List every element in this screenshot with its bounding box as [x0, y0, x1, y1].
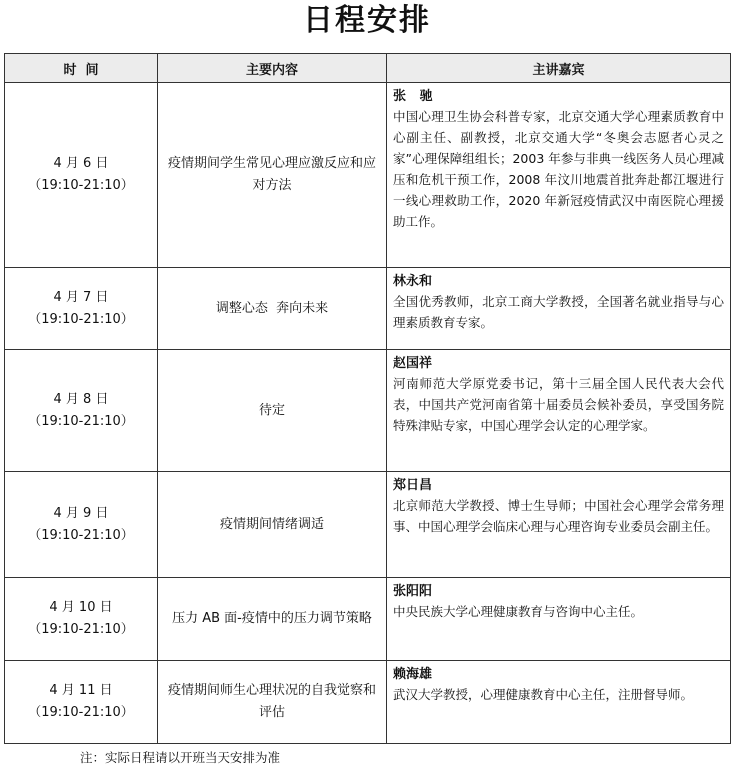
time-cell	[5, 268, 158, 350]
footnote: 注：实际日程请以开班当天安排为准	[80, 750, 281, 765]
date-text: 4 月 10 日	[49, 600, 113, 615]
speaker-description: 武汉大学教授，心理健康教育中心主任，注册督导师。	[393, 687, 694, 702]
page-title: 日程安排	[303, 3, 431, 38]
speaker-description: 北京师范大学教授、博士生导师；中国社会心理学会常务理事、中国心理学会临床心理与心理咨询专业委员会副主任。	[393, 498, 724, 534]
time-cell	[5, 83, 158, 268]
table-row	[5, 661, 731, 744]
content-cell: 调整心态 奔向未来	[158, 268, 387, 350]
table-header-row	[5, 54, 731, 83]
date-text: 4 月 6 日	[53, 156, 109, 171]
date-text: 4 月 8 日	[53, 391, 109, 407]
header-content: 主要内容	[158, 54, 387, 83]
schedule-table	[4, 53, 731, 744]
speaker-cell	[387, 578, 731, 661]
table-row	[5, 268, 731, 350]
time-range-text: （19:10-21:10）	[28, 705, 134, 720]
time-cell	[5, 472, 158, 578]
speaker-name: 赵国祥	[393, 356, 433, 371]
time-cell	[5, 350, 158, 472]
time-cell	[5, 578, 158, 661]
header-time: 时 间	[5, 54, 158, 83]
time-range-text: （19:10-21:10）	[28, 311, 134, 327]
table-row	[5, 472, 731, 578]
header-speaker: 主讲嘉宾	[387, 54, 731, 83]
content-cell: 疫情期间学生常见心理应激反应和应对方法	[158, 83, 387, 268]
speaker-description: 全国优秀教师，北京工商大学教授，全国著名就业指导与心理素质教育专家。	[393, 294, 724, 330]
speaker-name: 郑日昌	[393, 478, 433, 493]
speaker-name: 赖海雄	[393, 667, 433, 682]
time-range-text: （19:10-21:10）	[28, 413, 134, 429]
time-cell	[5, 661, 158, 744]
speaker-name: 张阳阳	[393, 584, 433, 599]
date-text: 4 月 9 日	[53, 505, 109, 521]
speaker-description: 河南师范大学原党委书记，第十三届全国人民代表大会代表，中国共产党河南省第十届委员会候补委员，享受国务院特殊津贴专家，中国心理学会认定的心理学家。	[393, 376, 724, 433]
speaker-description: 中国心理卫生协会科普专家，北京交通大学心理素质教育中心副主任、副教授，北京交通大学“冬奥会志愿者心灵之家”心理保障组组长；2003 年参与非典一线医务人员心理减压和危机干预工作，2008 年汶川地震首批奔赴都江堰进行一线心理救助工作，2020 年新冠疫情武汉中南医院心理援助工作。	[393, 109, 724, 229]
speaker-description: 中央民族大学心理健康教育与咨询中心主任。	[393, 604, 644, 619]
speaker-cell	[387, 350, 731, 472]
table-row	[5, 83, 731, 268]
speaker-cell	[387, 472, 731, 578]
time-range-text: （19:10-21:10）	[28, 178, 134, 193]
speaker-name: 林永和	[393, 274, 433, 289]
date-text: 4 月 11 日	[49, 683, 113, 698]
speaker-cell	[387, 661, 731, 744]
speaker-name: 张 驰	[393, 89, 433, 104]
content-cell: 压力 AB 面-疫情中的压力调节策略	[158, 578, 387, 661]
time-range-text: （19:10-21:10）	[28, 527, 134, 543]
content-cell: 待定	[158, 350, 387, 472]
speaker-cell	[387, 83, 731, 268]
content-cell: 疫情期间情绪调适	[158, 472, 387, 578]
date-text: 4 月 7 日	[53, 289, 109, 305]
time-range-text: （19:10-21:10）	[28, 622, 134, 637]
content-cell: 疫情期间师生心理状况的自我觉察和评估	[158, 661, 387, 744]
table-row	[5, 350, 731, 472]
table-row	[5, 578, 731, 661]
speaker-cell	[387, 268, 731, 350]
